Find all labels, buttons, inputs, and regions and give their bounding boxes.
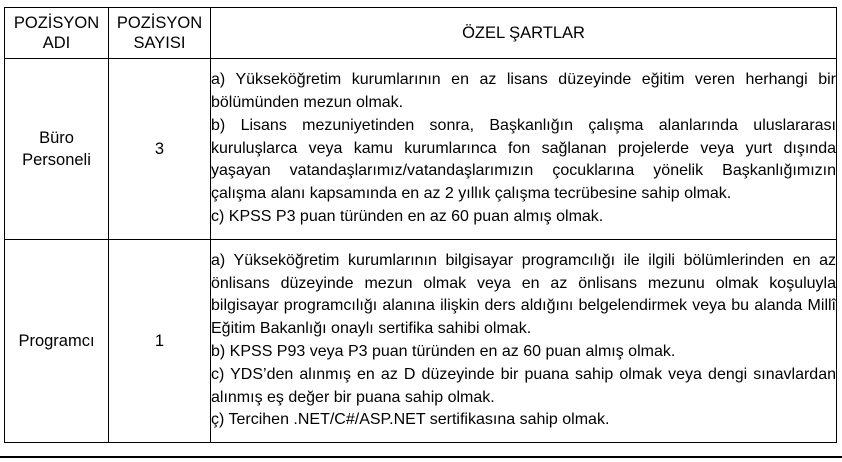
- requirement-item: ç) Tercihen .NET/C#/ASP.NET sertifikasına sahip olmak.: [211, 411, 610, 429]
- position-name-cell: [5, 240, 109, 443]
- header-requirements: ÖZEL ŞARTLAR: [211, 8, 837, 59]
- position-name-cell: [5, 59, 109, 240]
- requirement-item: a) Yükseköğretim kurumlarının en az lisans düzeyinde eğitim veren herhangi bir bölümünden mezun olmak.: [211, 71, 836, 111]
- position-name-line: Programcı: [18, 332, 95, 350]
- requirement-item: c) YDS’den alınmış en az D düzeyinde bir puana sahip olmak veya dengi sınavlardan alınmış eş değer bir puana sahip olmak.: [211, 365, 836, 406]
- requirement-item: b) KPSS P93 veya P3 puan türünden en az 60 puan almış olmak.: [211, 343, 676, 360]
- header-position-name: [5, 8, 109, 59]
- table-header: [5, 8, 837, 59]
- requirements-cell: [211, 240, 837, 443]
- header-position-name-line-1: POZİSYON: [13, 14, 100, 32]
- header-position-count-line-1: POZİSYON: [116, 14, 203, 32]
- bottom-divider: [0, 456, 842, 458]
- table-row: [5, 240, 837, 443]
- positions-table: [4, 7, 837, 443]
- header-position-name-line-2: ADI: [42, 34, 71, 52]
- header-position-count: [109, 8, 211, 59]
- requirement-item: b) Lisans mezuniyetinden sonra, Başkanlığın çalışma alanlarında uluslararası kuruluşlarca veya kamu kurumlarınca fon sağlanan projelerde veya yurt dışında yaşayan vatandaşlarımız/vatandaşlarımızın çocuklarına yönelik Başkanlığımızın çalışma alanı kapsamında en az 2 yıllık çalışma tecrübesine sahip olmak.: [211, 116, 836, 203]
- header-position-count-line-2: SAYISI: [133, 34, 186, 52]
- position-count-cell: 1: [109, 240, 211, 443]
- requirement-item: a) Yükseköğretim kurumlarının bilgisayar programcılığı ile ilgili bölümlerinden en az önlisans düzeyinde mezun olmak veya en az önlisans mezunu olmak koşuluyla bilgisayar programcılığı alanına ilişkin ders aldığını belgelendirmek veya bu alanda Millî Eğitim Bakanlığı onaylı sertifika sahibi olmak.: [211, 251, 836, 338]
- position-count-cell: 3: [109, 59, 211, 240]
- position-name-line: Personeli: [22, 151, 91, 169]
- table-body: [5, 59, 837, 443]
- position-name-line: Büro: [39, 129, 74, 147]
- requirement-item: c) KPSS P3 puan türünden en az 60 puan almış olmak.: [211, 207, 604, 225]
- requirements-cell: [211, 59, 837, 240]
- table-row: [5, 59, 837, 240]
- header-row: [5, 8, 837, 59]
